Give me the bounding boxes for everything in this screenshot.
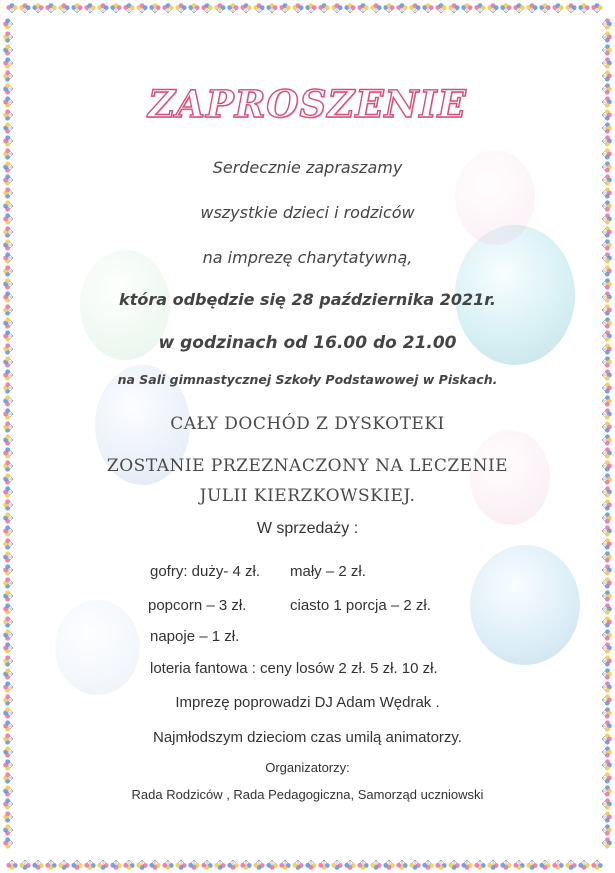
balloon-cluster-icon xyxy=(552,860,563,870)
balloon-cluster-icon xyxy=(3,395,13,406)
balloon-cluster-icon xyxy=(500,3,511,13)
balloon-cluster-icon xyxy=(123,860,134,870)
balloon-cluster-icon xyxy=(383,3,394,13)
background-balloon-icon xyxy=(470,430,550,525)
balloon-cluster-icon xyxy=(539,860,550,870)
balloon-cluster-icon xyxy=(396,3,407,13)
balloon-cluster-icon xyxy=(214,3,225,13)
balloon-cluster-icon xyxy=(279,860,290,870)
balloon-cluster-icon xyxy=(383,860,394,870)
balloon-cluster-icon xyxy=(409,860,420,870)
intro-line: na imprezę charytatywną, xyxy=(202,248,413,267)
balloon-cluster-icon xyxy=(331,860,342,870)
balloon-cluster-icon xyxy=(461,3,472,13)
balloon-cluster-icon xyxy=(279,3,290,13)
balloon-cluster-icon xyxy=(19,860,30,870)
price-item: gofry: duży- 4 zł. xyxy=(150,563,261,580)
balloon-cluster-icon xyxy=(370,860,381,870)
balloon-cluster-icon xyxy=(227,860,238,870)
price-item: napoje – 1 zł. xyxy=(150,628,240,645)
balloon-cluster-icon xyxy=(266,860,277,870)
purpose-line: CAŁY DOCHÓD Z DYSKOTEKI xyxy=(170,414,445,434)
balloon-cluster-icon xyxy=(58,3,69,13)
balloon-cluster-icon xyxy=(3,57,13,68)
balloon-cluster-icon xyxy=(602,265,612,276)
balloon-cluster-icon xyxy=(3,746,13,757)
balloon-cluster-icon xyxy=(71,3,82,13)
balloon-cluster-icon xyxy=(602,226,612,237)
balloon-cluster-icon xyxy=(474,860,485,870)
balloon-cluster-icon xyxy=(3,31,13,42)
balloon-cluster-icon xyxy=(422,3,433,13)
balloon-cluster-icon xyxy=(448,860,459,870)
price-item: popcorn – 3 zł. xyxy=(148,597,247,614)
balloon-cluster-icon xyxy=(602,551,612,562)
balloon-cluster-icon xyxy=(3,603,13,614)
balloon-cluster-icon xyxy=(97,860,108,870)
intro-line: wszystkie dzieci i rodziców xyxy=(200,203,415,222)
event-venue: na Sali gimnastycznej Szkoły Podstawowej w Piskach. xyxy=(117,372,498,387)
balloon-cluster-icon xyxy=(162,860,173,870)
balloon-cluster-icon xyxy=(344,860,355,870)
balloon-cluster-icon xyxy=(84,860,95,870)
balloon-cluster-icon xyxy=(3,278,13,289)
balloon-cluster-icon xyxy=(201,3,212,13)
balloon-cluster-icon xyxy=(3,811,13,822)
balloon-cluster-icon xyxy=(19,3,30,13)
balloon-cluster-icon xyxy=(32,3,43,13)
balloon-cluster-icon xyxy=(3,642,13,653)
balloon-cluster-icon xyxy=(214,860,225,870)
balloon-cluster-icon xyxy=(602,70,612,81)
balloon-cluster-icon xyxy=(602,564,612,575)
balloon-cluster-icon xyxy=(487,860,498,870)
balloon-cluster-icon xyxy=(602,837,612,848)
background-balloon-icon xyxy=(470,545,580,665)
balloon-cluster-icon xyxy=(58,860,69,870)
balloon-cluster-icon xyxy=(578,860,589,870)
balloon-cluster-icon xyxy=(149,3,160,13)
purpose-line: ZOSTANIE PRZEZNACZONY NA LECZENIE xyxy=(106,456,509,476)
balloon-cluster-icon xyxy=(474,3,485,13)
balloon-cluster-icon xyxy=(602,681,612,692)
animators-line: Najmłodszym dzieciom czas umilą animatorzy. xyxy=(153,729,462,746)
balloon-cluster-icon xyxy=(539,3,550,13)
balloon-cluster-icon xyxy=(227,3,238,13)
balloon-cluster-icon xyxy=(3,837,13,848)
price-item: ciasto 1 porcja – 2 zł. xyxy=(290,597,431,614)
balloon-cluster-icon xyxy=(602,642,612,653)
balloon-cluster-icon xyxy=(602,616,612,627)
balloon-cluster-icon xyxy=(71,860,82,870)
balloon-cluster-icon xyxy=(487,3,498,13)
balloon-cluster-icon xyxy=(3,824,13,835)
balloon-cluster-icon xyxy=(435,3,446,13)
invitation-title: ZAPROSZENIE xyxy=(148,82,467,126)
balloon-cluster-icon xyxy=(3,538,13,549)
balloon-cluster-icon xyxy=(552,3,563,13)
balloon-cluster-icon xyxy=(461,860,472,870)
background-balloon-icon xyxy=(55,600,140,695)
balloon-cluster-icon xyxy=(305,860,316,870)
balloon-cluster-icon xyxy=(565,3,576,13)
balloon-cluster-icon xyxy=(110,3,121,13)
balloon-cluster-icon xyxy=(602,824,612,835)
balloon-cluster-icon xyxy=(3,434,13,445)
balloon-cluster-icon xyxy=(602,44,612,55)
balloon-cluster-icon xyxy=(3,577,13,588)
balloon-cluster-icon xyxy=(526,3,537,13)
balloon-cluster-icon xyxy=(591,860,602,870)
balloon-cluster-icon xyxy=(6,860,17,870)
balloon-cluster-icon xyxy=(32,860,43,870)
balloon-cluster-icon xyxy=(162,3,173,13)
balloon-cluster-icon xyxy=(331,3,342,13)
balloon-cluster-icon xyxy=(565,860,576,870)
organizers-list: Rada Rodziców , Rada Pedagogiczna, Samorząd uczniowski xyxy=(131,787,484,802)
balloon-cluster-icon xyxy=(3,616,13,627)
balloon-cluster-icon xyxy=(602,31,612,42)
balloon-cluster-icon xyxy=(513,3,524,13)
balloon-cluster-icon xyxy=(513,860,524,870)
balloon-cluster-icon xyxy=(435,860,446,870)
balloon-cluster-icon xyxy=(591,3,602,13)
balloon-cluster-icon xyxy=(318,3,329,13)
balloon-cluster-icon xyxy=(292,3,303,13)
balloon-cluster-icon xyxy=(318,860,329,870)
balloon-cluster-icon xyxy=(253,860,264,870)
balloon-cluster-icon xyxy=(266,3,277,13)
balloon-cluster-icon xyxy=(370,3,381,13)
balloon-cluster-icon xyxy=(602,18,612,29)
balloon-cluster-icon xyxy=(357,3,368,13)
balloon-cluster-icon xyxy=(344,3,355,13)
balloon-cluster-icon xyxy=(3,551,13,562)
balloon-cluster-icon xyxy=(448,3,459,13)
balloon-cluster-icon xyxy=(357,860,368,870)
balloon-cluster-icon xyxy=(602,356,612,367)
organizers-heading: Organizatorzy: xyxy=(265,760,350,775)
balloon-cluster-icon xyxy=(292,860,303,870)
balloon-cluster-icon xyxy=(602,538,612,549)
balloon-cluster-icon xyxy=(602,577,612,588)
balloon-cluster-icon xyxy=(409,3,420,13)
dj-line: Imprezę poprowadzi DJ Adam Wędrak . xyxy=(175,694,440,711)
balloon-cluster-icon xyxy=(578,3,589,13)
balloon-cluster-icon xyxy=(3,187,13,198)
balloon-cluster-icon xyxy=(3,44,13,55)
balloon-cluster-icon xyxy=(3,668,13,679)
balloon-cluster-icon xyxy=(526,860,537,870)
event-date: która odbędzie się 28 października 2021r. xyxy=(119,290,496,309)
balloon-cluster-icon xyxy=(3,135,13,146)
balloon-cluster-icon xyxy=(602,395,612,406)
balloon-cluster-icon xyxy=(602,57,612,68)
balloon-cluster-icon xyxy=(240,3,251,13)
balloon-cluster-icon xyxy=(500,860,511,870)
balloon-cluster-icon xyxy=(240,860,251,870)
price-item: mały – 2 zł. xyxy=(290,563,366,580)
balloon-cluster-icon xyxy=(175,860,186,870)
balloon-cluster-icon xyxy=(188,860,199,870)
balloon-cluster-icon xyxy=(3,629,13,640)
balloon-cluster-icon xyxy=(602,629,612,640)
balloon-cluster-icon xyxy=(602,434,612,445)
balloon-cluster-icon xyxy=(602,668,612,679)
balloon-cluster-icon xyxy=(3,317,13,328)
sales-heading: W sprzedaży : xyxy=(256,520,359,537)
balloon-cluster-icon xyxy=(175,3,186,13)
balloon-cluster-icon xyxy=(201,860,212,870)
balloon-cluster-icon xyxy=(3,564,13,575)
balloon-cluster-icon xyxy=(45,860,56,870)
balloon-cluster-icon xyxy=(602,603,612,614)
price-item: loteria fantowa : ceny losów 2 zł. 5 zł. 10 zł. xyxy=(150,660,438,677)
balloon-cluster-icon xyxy=(602,746,612,757)
balloon-cluster-icon xyxy=(136,3,147,13)
balloon-cluster-icon xyxy=(602,278,612,289)
balloon-cluster-icon xyxy=(602,811,612,822)
balloon-cluster-icon xyxy=(3,226,13,237)
balloon-cluster-icon xyxy=(3,70,13,81)
balloon-cluster-icon xyxy=(110,860,121,870)
balloon-cluster-icon xyxy=(602,187,612,198)
balloon-cluster-icon xyxy=(422,860,433,870)
balloon-cluster-icon xyxy=(136,860,147,870)
balloon-cluster-icon xyxy=(602,135,612,146)
balloon-cluster-icon xyxy=(3,681,13,692)
balloon-cluster-icon xyxy=(3,265,13,276)
balloon-cluster-icon xyxy=(6,3,17,13)
balloon-cluster-icon xyxy=(602,317,612,328)
balloon-cluster-icon xyxy=(602,590,612,601)
balloon-cluster-icon xyxy=(45,3,56,13)
balloon-cluster-icon xyxy=(305,3,316,13)
balloon-cluster-icon xyxy=(3,655,13,666)
purpose-line: JULII KIERZKOWSKIEJ. xyxy=(199,486,416,506)
balloon-cluster-icon xyxy=(253,3,264,13)
balloon-cluster-icon xyxy=(149,860,160,870)
balloon-cluster-icon xyxy=(97,3,108,13)
event-hours: w godzinach od 16.00 do 21.00 xyxy=(158,333,457,353)
balloon-cluster-icon xyxy=(3,590,13,601)
balloon-cluster-icon xyxy=(3,356,13,367)
balloon-cluster-icon xyxy=(602,655,612,666)
balloon-cluster-icon xyxy=(188,3,199,13)
balloon-cluster-icon xyxy=(123,3,134,13)
balloon-cluster-icon xyxy=(84,3,95,13)
intro-line: Serdecznie zapraszamy xyxy=(212,158,403,177)
balloon-cluster-icon xyxy=(3,18,13,29)
balloon-cluster-icon xyxy=(396,860,407,870)
